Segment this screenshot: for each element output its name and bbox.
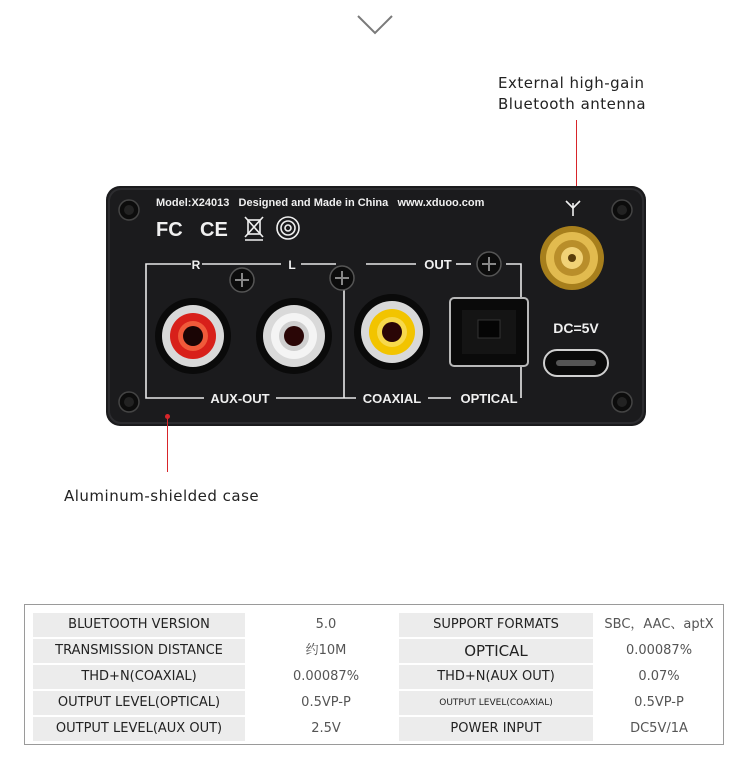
spec-value: 0.00087% [625,643,693,658]
rca-coaxial-yellow-jack[interactable] [354,294,430,370]
spec-row [25,665,725,689]
model-line: Model:X24013 Designed and Made in China www.xduoo.com [156,197,485,209]
label-aux-out: AUX-OUT [210,391,270,406]
rca-red-jack[interactable] [155,298,231,374]
spec-label: THD+N(AUX OUT) [399,665,593,689]
panel-screw-icon [230,268,254,292]
spec-label: OPTICAL [399,639,593,663]
label-r: R [191,258,201,272]
label-coaxial: COAXIAL [362,391,422,406]
ce-mark-icon: CE [200,219,228,241]
corner-screw-icon [612,392,632,412]
spec-label: OUTPUT LEVEL(AUX OUT) [33,717,245,741]
spec-value: 约10M [305,643,347,658]
spec-label: POWER INPUT [399,717,593,741]
optical-port[interactable] [450,298,528,366]
spec-value: DC5V/1A [630,721,688,736]
corner-screw-icon [119,392,139,412]
spec-row [25,639,725,663]
spec-label: SUPPORT FORMATS [399,613,593,637]
spec-row [25,613,725,637]
spec-label: OUTPUT LEVEL(OPTICAL) [33,691,245,715]
rca-white-jack[interactable] [256,298,332,374]
corner-screw-icon [119,200,139,220]
label-out: OUT [424,257,452,272]
antenna-callout-line1: External high-gain [498,74,645,92]
spec-label: THD+N(COAXIAL) [33,665,245,689]
spec-label: OUTPUT LEVEL(COAXIAL) [399,691,593,715]
dc-label: DC=5V [553,320,599,336]
usb-c-port[interactable] [544,350,608,376]
spec-value: 0.5VP-P [301,695,351,710]
label-optical: OPTICAL [460,391,518,406]
corner-screw-icon [612,200,632,220]
chevron-down-icon[interactable] [356,14,394,36]
spec-value: 0.07% [638,669,680,684]
antenna-connector[interactable] [540,226,604,290]
panel-screw-icon [477,252,501,276]
fc-mark-icon: FC [156,219,183,241]
label-l: L [288,258,296,272]
panel-screw-icon [330,266,354,290]
spec-value: 0.00087% [292,669,360,684]
case-callout: Aluminum-shielded case [64,487,260,505]
spec-value: 2.5V [311,721,341,736]
spec-label: TRANSMISSION DISTANCE [33,639,245,663]
spec-value: 0.5VP-P [634,695,684,710]
spec-value: SBC，AAC、aptX [604,617,714,632]
spec-table [24,604,724,745]
spec-label: BLUETOOTH VERSION [33,613,245,637]
spec-row [25,691,725,715]
antenna-callout-line2: Bluetooth antenna [498,95,647,113]
case-leader-line [167,418,168,472]
device-rear-panel [106,186,646,426]
antenna-callout [498,73,646,115]
spec-value: 5.0 [315,617,337,632]
spec-row [25,717,725,741]
